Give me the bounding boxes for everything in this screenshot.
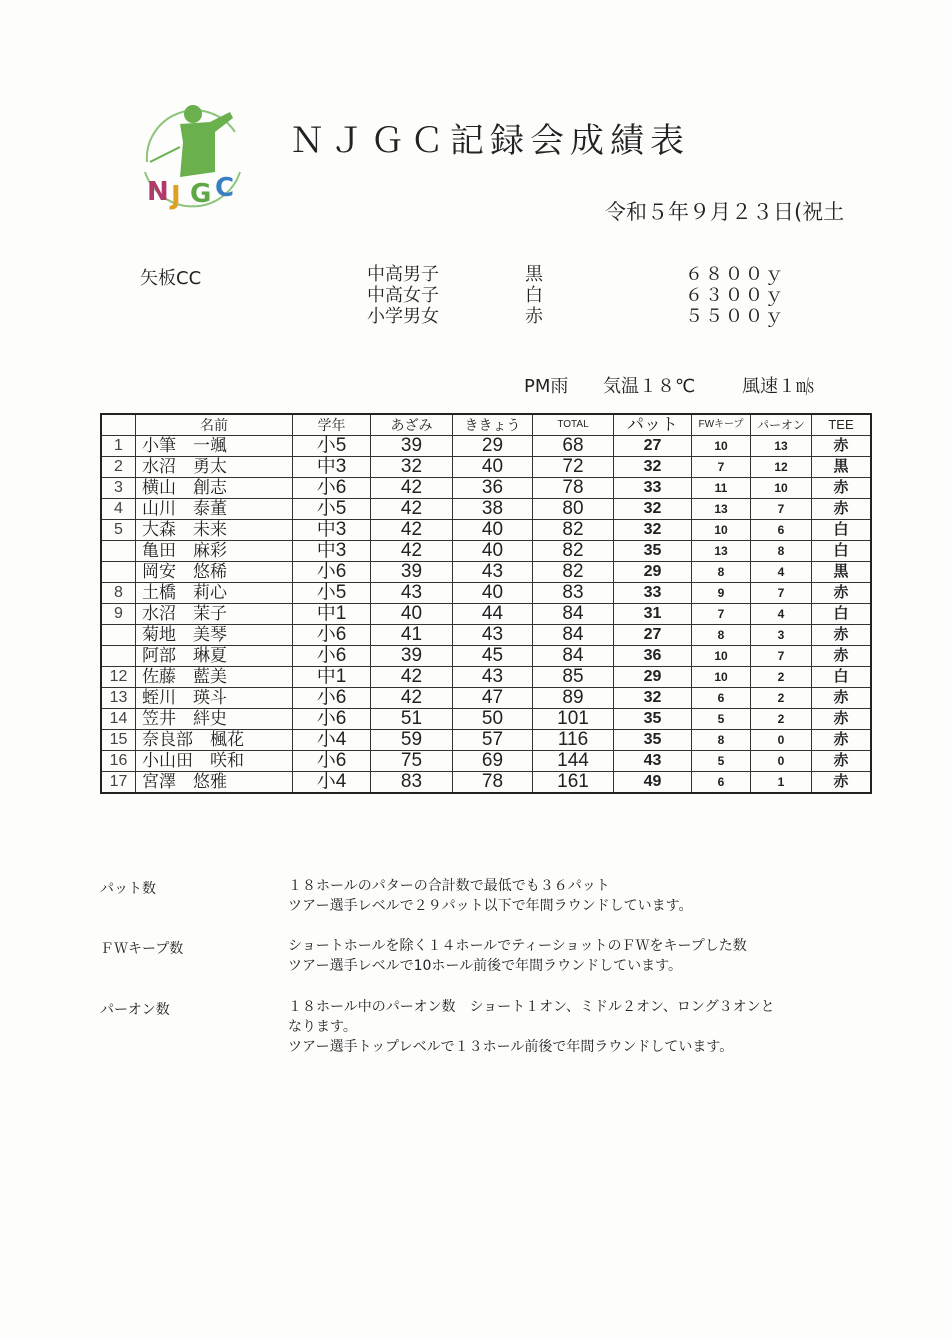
azami-score-cell: 40 xyxy=(371,604,453,625)
player-name-cell: 亀田 麻彩 xyxy=(136,541,293,562)
table-row xyxy=(101,478,871,499)
weather-temp: 気温１８℃ xyxy=(603,376,696,397)
table-row xyxy=(101,772,871,794)
fw-keep-cell: 5 xyxy=(692,709,751,730)
putts-cell: 27 xyxy=(614,436,692,457)
note-line: １８ホールのパターの合計数で最低でも３６パット xyxy=(288,878,610,894)
kikyou-score-cell: 43 xyxy=(453,667,533,688)
kikyou-score-cell: 44 xyxy=(453,604,533,625)
col-total: TOTAL xyxy=(533,414,614,436)
svg-text:N: N xyxy=(147,177,169,207)
par-on-cell: 2 xyxy=(751,709,812,730)
rank-cell xyxy=(101,541,136,562)
note-label: パット数 xyxy=(100,881,156,897)
azami-score-cell: 42 xyxy=(371,520,453,541)
grade-cell: 小6 xyxy=(293,478,371,499)
kikyou-score-cell: 40 xyxy=(453,541,533,562)
kikyou-score-cell: 45 xyxy=(453,646,533,667)
total-score-cell: 80 xyxy=(533,499,614,520)
rank-cell: 1 xyxy=(101,436,136,457)
note-line: ツアー選手レベルで10ホール前後で年間ラウンドしています。 xyxy=(288,958,682,974)
kikyou-score-cell: 38 xyxy=(453,499,533,520)
kikyou-score-cell: 36 xyxy=(453,478,533,499)
grade-cell: 小6 xyxy=(293,688,371,709)
player-name-cell: 土橋 莉心 xyxy=(136,583,293,604)
putts-cell: 49 xyxy=(614,772,692,794)
fw-keep-cell: 8 xyxy=(692,730,751,751)
putts-cell: 27 xyxy=(614,625,692,646)
tee-cell: 白 xyxy=(812,541,872,562)
note-text xyxy=(288,876,692,916)
azami-score-cell: 39 xyxy=(371,646,453,667)
total-score-cell: 68 xyxy=(533,436,614,457)
par-on-cell: 12 xyxy=(751,457,812,478)
grade-cell: 小6 xyxy=(293,751,371,772)
kikyou-score-cell: 57 xyxy=(453,730,533,751)
total-score-cell: 84 xyxy=(533,646,614,667)
total-score-cell: 85 xyxy=(533,667,614,688)
grade-cell: 小5 xyxy=(293,499,371,520)
putts-cell: 33 xyxy=(614,583,692,604)
azami-score-cell: 39 xyxy=(371,562,453,583)
table-row xyxy=(101,646,871,667)
tee-yardages xyxy=(685,264,785,327)
kikyou-score-cell: 40 xyxy=(453,520,533,541)
player-name-cell: 宮澤 悠雅 xyxy=(136,772,293,794)
grade-cell: 小6 xyxy=(293,709,371,730)
par-on-cell: 8 xyxy=(751,541,812,562)
page-title: ＮＪＧＣ記録会成績表 xyxy=(290,121,690,161)
col-putt: パット xyxy=(614,414,692,436)
azami-score-cell: 42 xyxy=(371,667,453,688)
azami-score-cell: 41 xyxy=(371,625,453,646)
svg-text:J: J xyxy=(171,181,181,211)
rank-cell: 16 xyxy=(101,751,136,772)
par-on-cell: 13 xyxy=(751,436,812,457)
col-kikyou: ききょう xyxy=(453,414,533,436)
tee-cell: 赤 xyxy=(812,730,872,751)
total-score-cell: 82 xyxy=(533,562,614,583)
tee-cell: 赤 xyxy=(812,583,872,604)
putts-cell: 33 xyxy=(614,478,692,499)
par-on-cell: 2 xyxy=(751,667,812,688)
fw-keep-cell: 5 xyxy=(692,751,751,772)
putts-cell: 35 xyxy=(614,730,692,751)
tee-color: 白 xyxy=(525,285,543,306)
event-date: 令和５年９月２３日(祝土 xyxy=(605,200,845,224)
fw-keep-cell: 11 xyxy=(692,478,751,499)
fw-keep-cell: 10 xyxy=(692,667,751,688)
tee-color: 黒 xyxy=(525,264,543,285)
njgc-logo xyxy=(135,92,250,217)
fw-keep-cell: 13 xyxy=(692,499,751,520)
grade-cell: 小6 xyxy=(293,625,371,646)
rank-cell: 4 xyxy=(101,499,136,520)
player-name-cell: 横山 創志 xyxy=(136,478,293,499)
kikyou-score-cell: 78 xyxy=(453,772,533,794)
note-label: パーオン数 xyxy=(100,1002,170,1018)
putts-cell: 29 xyxy=(614,667,692,688)
azami-score-cell: 51 xyxy=(371,709,453,730)
col-par-on: パーオン xyxy=(751,414,812,436)
tee-cell: 赤 xyxy=(812,499,872,520)
fw-keep-cell: 8 xyxy=(692,562,751,583)
azami-score-cell: 59 xyxy=(371,730,453,751)
tee-groups xyxy=(367,264,439,327)
tee-cell: 赤 xyxy=(812,772,872,794)
note-text xyxy=(288,997,775,1057)
fw-keep-cell: 6 xyxy=(692,772,751,794)
player-name-cell: 阿部 琳夏 xyxy=(136,646,293,667)
grade-cell: 中1 xyxy=(293,667,371,688)
player-name-cell: 小筆 一颯 xyxy=(136,436,293,457)
table-row xyxy=(101,709,871,730)
tee-group: 中高男子 xyxy=(367,264,439,285)
col-tee: TEE xyxy=(812,414,872,436)
par-on-cell: 4 xyxy=(751,604,812,625)
azami-score-cell: 42 xyxy=(371,541,453,562)
grade-cell: 小4 xyxy=(293,772,371,794)
rank-cell: 5 xyxy=(101,520,136,541)
rank-cell: 3 xyxy=(101,478,136,499)
tee-cell: 赤 xyxy=(812,478,872,499)
svg-text:C: C xyxy=(215,173,235,203)
putts-cell: 32 xyxy=(614,688,692,709)
note-label: ＦＷキープ数 xyxy=(100,941,184,957)
azami-score-cell: 83 xyxy=(371,772,453,794)
putts-cell: 35 xyxy=(614,709,692,730)
tee-cell: 赤 xyxy=(812,646,872,667)
total-score-cell: 144 xyxy=(533,751,614,772)
rank-cell: 12 xyxy=(101,667,136,688)
putts-cell: 32 xyxy=(614,520,692,541)
par-on-cell: 3 xyxy=(751,625,812,646)
tee-cell: 赤 xyxy=(812,751,872,772)
tee-cell: 白 xyxy=(812,604,872,625)
player-name-cell: 小山田 咲和 xyxy=(136,751,293,772)
player-name-cell: 奈良部 楓花 xyxy=(136,730,293,751)
rank-cell xyxy=(101,625,136,646)
fw-keep-cell: 13 xyxy=(692,541,751,562)
weather-condition: PM雨 xyxy=(524,376,569,397)
player-name-cell: 大森 未来 xyxy=(136,520,293,541)
player-name-cell: 笠井 絆史 xyxy=(136,709,293,730)
kikyou-score-cell: 47 xyxy=(453,688,533,709)
azami-score-cell: 42 xyxy=(371,688,453,709)
grade-cell: 小4 xyxy=(293,730,371,751)
kikyou-score-cell: 29 xyxy=(453,436,533,457)
putts-cell: 36 xyxy=(614,646,692,667)
par-on-cell: 7 xyxy=(751,646,812,667)
fw-keep-cell: 6 xyxy=(692,688,751,709)
fw-keep-cell: 8 xyxy=(692,625,751,646)
total-score-cell: 83 xyxy=(533,583,614,604)
player-name-cell: 蛭川 瑛斗 xyxy=(136,688,293,709)
putts-cell: 29 xyxy=(614,562,692,583)
kikyou-score-cell: 50 xyxy=(453,709,533,730)
par-on-cell: 6 xyxy=(751,520,812,541)
tee-yardage: ６８００ｙ xyxy=(685,264,785,285)
total-score-cell: 82 xyxy=(533,541,614,562)
putts-cell: 31 xyxy=(614,604,692,625)
fw-keep-cell: 7 xyxy=(692,457,751,478)
grade-cell: 小6 xyxy=(293,646,371,667)
note-line: なります。 xyxy=(288,1019,357,1035)
col-rank xyxy=(101,414,136,436)
total-score-cell: 84 xyxy=(533,604,614,625)
fw-keep-cell: 10 xyxy=(692,520,751,541)
rank-cell xyxy=(101,562,136,583)
par-on-cell: 7 xyxy=(751,583,812,604)
note-line: ツアー選手レベルで２９パット以下で年間ラウンドしています。 xyxy=(288,898,693,914)
azami-score-cell: 39 xyxy=(371,436,453,457)
par-on-cell: 10 xyxy=(751,478,812,499)
player-name-cell: 水沼 茉子 xyxy=(136,604,293,625)
weather-wind: 風速１㎧ xyxy=(742,376,814,397)
rank-cell: 8 xyxy=(101,583,136,604)
total-score-cell: 72 xyxy=(533,457,614,478)
grade-cell: 中1 xyxy=(293,604,371,625)
rank-cell: 2 xyxy=(101,457,136,478)
note-text xyxy=(288,936,747,976)
fw-keep-cell: 10 xyxy=(692,646,751,667)
col-azami: あざみ xyxy=(371,414,453,436)
table-row xyxy=(101,751,871,772)
table-row xyxy=(101,688,871,709)
putts-cell: 32 xyxy=(614,499,692,520)
table-row xyxy=(101,520,871,541)
col-grade: 学年 xyxy=(293,414,371,436)
tee-yardage: ５５００ｙ xyxy=(685,306,785,327)
table-row xyxy=(101,625,871,646)
fw-keep-cell: 7 xyxy=(692,604,751,625)
grade-cell: 中3 xyxy=(293,541,371,562)
table-row xyxy=(101,436,871,457)
kikyou-score-cell: 69 xyxy=(453,751,533,772)
grade-cell: 中3 xyxy=(293,520,371,541)
grade-cell: 小5 xyxy=(293,436,371,457)
rank-cell: 13 xyxy=(101,688,136,709)
azami-score-cell: 42 xyxy=(371,499,453,520)
par-on-cell: 0 xyxy=(751,751,812,772)
col-fw-keep: FWキープ xyxy=(692,414,751,436)
note-line: ショートホールを除く１４ホールでティーショットのＦＷをキープした数 xyxy=(288,938,747,954)
total-score-cell: 101 xyxy=(533,709,614,730)
tee-group: 中高女子 xyxy=(367,285,439,306)
table-row xyxy=(101,730,871,751)
azami-score-cell: 75 xyxy=(371,751,453,772)
par-on-cell: 4 xyxy=(751,562,812,583)
grade-cell: 中3 xyxy=(293,457,371,478)
azami-score-cell: 43 xyxy=(371,583,453,604)
par-on-cell: 1 xyxy=(751,772,812,794)
kikyou-score-cell: 43 xyxy=(453,562,533,583)
table-row xyxy=(101,667,871,688)
par-on-cell: 2 xyxy=(751,688,812,709)
tee-cell: 赤 xyxy=(812,625,872,646)
azami-score-cell: 32 xyxy=(371,457,453,478)
tee-cell: 赤 xyxy=(812,709,872,730)
grade-cell: 小6 xyxy=(293,562,371,583)
results-table xyxy=(100,413,872,794)
tee-color: 赤 xyxy=(525,306,543,327)
tee-cell: 黒 xyxy=(812,562,872,583)
rank-cell xyxy=(101,646,136,667)
svg-text:G: G xyxy=(190,179,212,209)
table-row xyxy=(101,457,871,478)
total-score-cell: 78 xyxy=(533,478,614,499)
putts-cell: 32 xyxy=(614,457,692,478)
note-line: １８ホール中のパーオン数 ショート１オン、ミドル２オン、ロング３オンと xyxy=(288,999,775,1015)
total-score-cell: 89 xyxy=(533,688,614,709)
azami-score-cell: 42 xyxy=(371,478,453,499)
table-row xyxy=(101,583,871,604)
tee-group: 小学男女 xyxy=(367,306,439,327)
player-name-cell: 水沼 勇太 xyxy=(136,457,293,478)
note-line: ツアー選手トップレベルで１３ホール前後で年間ラウンドしています。 xyxy=(288,1039,734,1055)
tee-cell: 白 xyxy=(812,520,872,541)
total-score-cell: 116 xyxy=(533,730,614,751)
putts-cell: 43 xyxy=(614,751,692,772)
tee-cell: 白 xyxy=(812,667,872,688)
table-row xyxy=(101,604,871,625)
player-name-cell: 山川 泰董 xyxy=(136,499,293,520)
rank-cell: 15 xyxy=(101,730,136,751)
par-on-cell: 0 xyxy=(751,730,812,751)
rank-cell: 14 xyxy=(101,709,136,730)
player-name-cell: 菊地 美琴 xyxy=(136,625,293,646)
col-name: 名前 xyxy=(136,414,293,436)
kikyou-score-cell: 40 xyxy=(453,457,533,478)
rank-cell: 9 xyxy=(101,604,136,625)
course-name: 矢板CC xyxy=(140,268,202,289)
player-name-cell: 岡安 悠稀 xyxy=(136,562,293,583)
tee-cell: 赤 xyxy=(812,436,872,457)
fw-keep-cell: 9 xyxy=(692,583,751,604)
table-row xyxy=(101,499,871,520)
table-row xyxy=(101,562,871,583)
fw-keep-cell: 10 xyxy=(692,436,751,457)
kikyou-score-cell: 43 xyxy=(453,625,533,646)
tee-colors xyxy=(525,264,543,327)
total-score-cell: 161 xyxy=(533,772,614,794)
grade-cell: 小5 xyxy=(293,583,371,604)
tee-cell: 赤 xyxy=(812,688,872,709)
rank-cell: 17 xyxy=(101,772,136,794)
tee-yardage: ６３００ｙ xyxy=(685,285,785,306)
total-score-cell: 82 xyxy=(533,520,614,541)
table-row xyxy=(101,541,871,562)
par-on-cell: 7 xyxy=(751,499,812,520)
kikyou-score-cell: 40 xyxy=(453,583,533,604)
player-name-cell: 佐藤 藍美 xyxy=(136,667,293,688)
total-score-cell: 84 xyxy=(533,625,614,646)
tee-cell: 黒 xyxy=(812,457,872,478)
putts-cell: 35 xyxy=(614,541,692,562)
table-header-row xyxy=(101,414,871,436)
